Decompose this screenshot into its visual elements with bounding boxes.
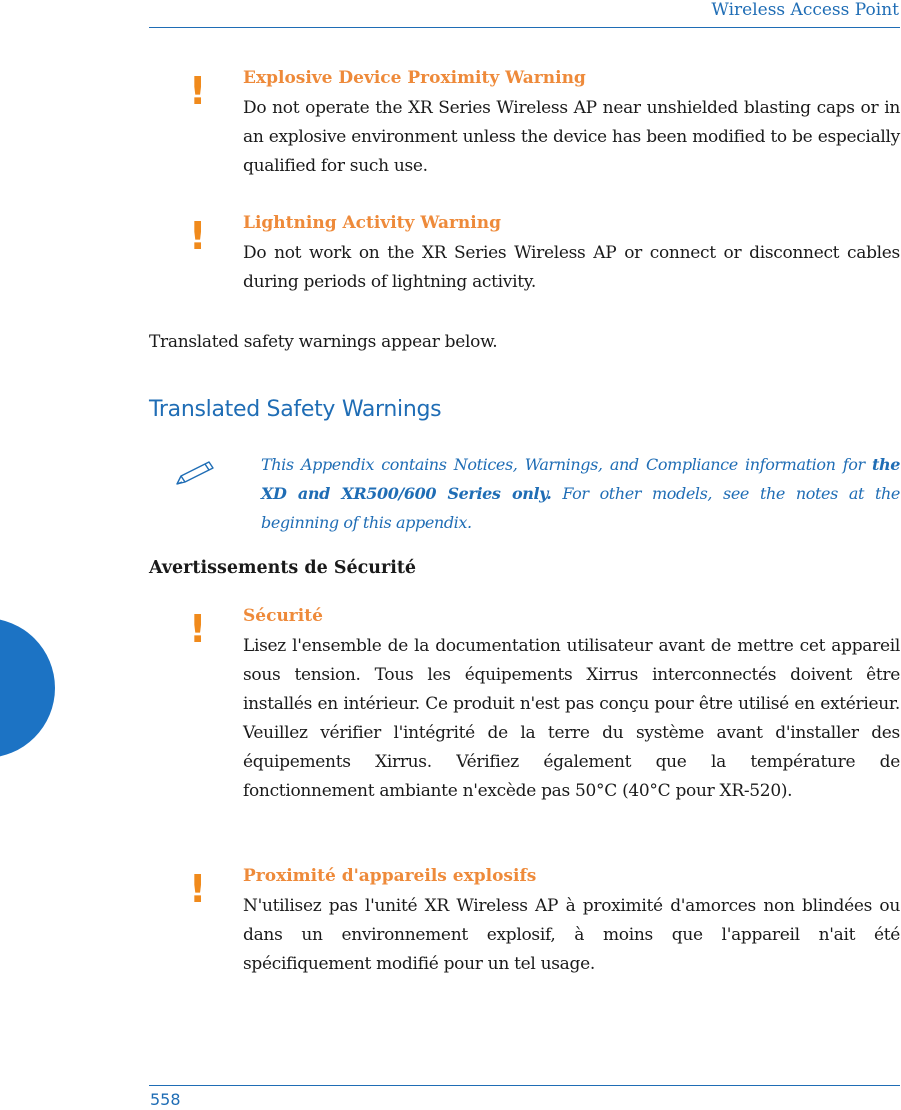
warning-text: Do not work on the XR Series Wireless AP or connect or disconnect cables during periods of lightning activity. (243, 243, 900, 292)
warning-title: Sécurité (243, 606, 323, 626)
warning-explosive-device (149, 66, 900, 181)
pencil-note-icon (173, 458, 217, 488)
warning-title: Lightning Activity Warning (243, 213, 501, 233)
warning-title: Explosive Device Proximity Warning (243, 68, 586, 88)
note-text (261, 450, 900, 537)
warning-text: Lisez l'ensemble de la documentation utilisateur avant de mettre cet appareil sous tension. Tous les équipements Xirrus interconnectés doivent être installés en intérieur. Ce produit n'est pas conçu pour être utilisé en extérieur. Veuillez vérifier l'intégrité de la terre du système avant d'installer des équipements Xirrus. Vérifiez également que la température de fonctionnement ambiante n'excède pas 50°C (40°C pour XR-520). (243, 636, 900, 801)
chapter-tab-marker (0, 618, 55, 758)
warning-text: N'utilisez pas l'unité XR Wireless AP à proximité d'amorces non blindées ou dans un environnement explosif, à moins que l'appareil n'ait été spécifiquement modifié pour un tel usage. (243, 896, 900, 974)
header-divider (149, 27, 900, 28)
warning-text: Do not operate the XR Series Wireless AP near unshielded blasting caps or in an explosive environment unless the device has been modified to be especially qualified for such use. (243, 98, 900, 176)
note-text-emphasis: the XD and XR500/600 Series only. (261, 455, 900, 503)
page-number: 558 (150, 1090, 181, 1109)
warning-exclamation-icon: ! (189, 867, 207, 911)
warning-securite (149, 604, 900, 806)
warning-lightning-activity (149, 211, 900, 297)
warning-proximite-explosifs (149, 864, 900, 979)
warning-exclamation-icon: ! (189, 214, 207, 258)
intro-paragraph: Translated safety warnings appear below. (149, 332, 498, 352)
appendix-note (149, 450, 900, 537)
footer-divider (149, 1085, 900, 1086)
warning-title: Proximité d'appareils explosifs (243, 866, 537, 886)
note-text-part: This Appendix contains Notices, Warnings, and Compliance information for (261, 455, 872, 474)
warning-exclamation-icon: ! (189, 607, 207, 651)
warning-exclamation-icon: ! (189, 69, 207, 113)
section-heading: Translated Safety Warnings (149, 397, 442, 422)
running-header-title: Wireless Access Point (711, 0, 899, 20)
subsection-heading: Avertissements de Sécurité (149, 558, 417, 578)
note-text-part: For other models, see the notes at the beginning of this appendix. (261, 484, 900, 532)
